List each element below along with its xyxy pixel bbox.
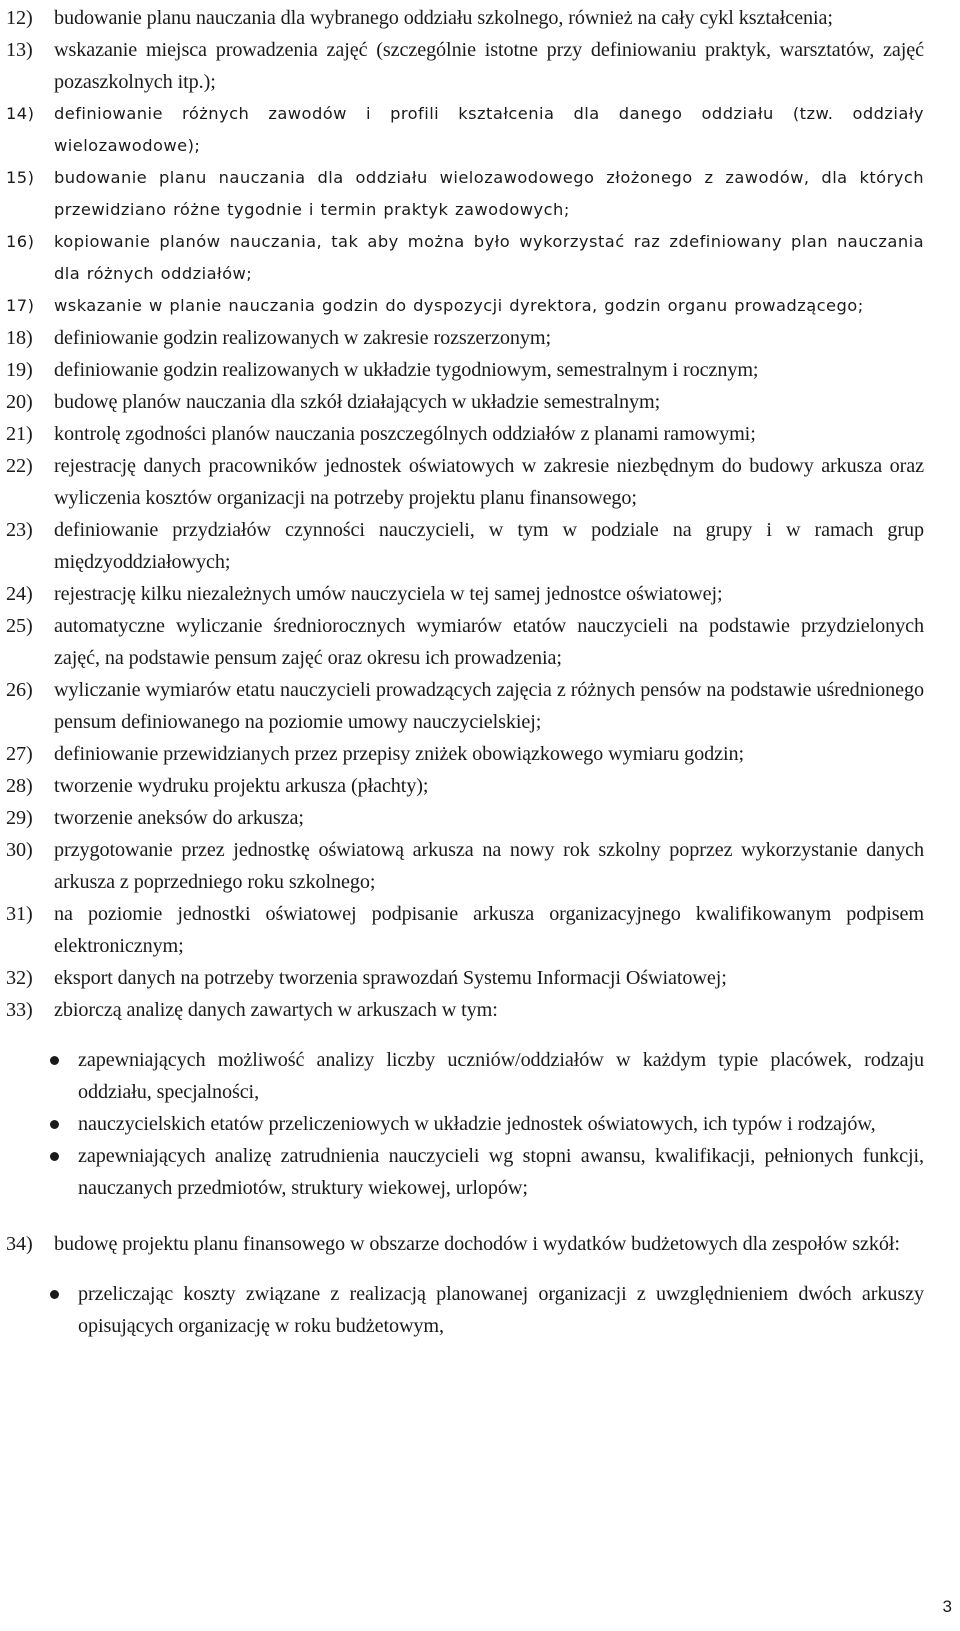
item-text: wskazanie w planie nauczania godzin do dyspozycji dyrektora, godzin organu prowadzącego; <box>54 296 864 315</box>
list-item <box>6 514 924 578</box>
item-text: definiowanie różnych zawodów i profili kształcenia dla danego oddziału (tzw. oddziały wielozawodowe); <box>54 104 924 155</box>
list-item <box>6 802 924 834</box>
item-number: 16) <box>6 232 35 251</box>
item-number: 20) <box>6 391 33 413</box>
list-item <box>6 898 924 962</box>
bullet-dot-icon <box>50 1056 59 1065</box>
item-number: 13) <box>6 39 33 61</box>
list-item <box>6 994 924 1026</box>
numbered-list <box>6 2 924 1342</box>
item-number: 31) <box>6 903 33 925</box>
item-text: na poziomie jednostki oświatowej podpisanie arkusza organizacyjnego kwalifikowanym podpisem elektronicznym; <box>54 903 924 957</box>
list-item <box>6 418 924 450</box>
page-number: 3 <box>942 1597 952 1616</box>
list-item <box>6 962 924 994</box>
item-number: 28) <box>6 775 33 797</box>
bullet-list <box>6 1044 924 1204</box>
item-number: 29) <box>6 807 33 829</box>
bullet-dot-icon <box>50 1120 59 1129</box>
bullet-text: przeliczając koszty związane z realizacją planowanej organizacji z uwzględnieniem dwóch arkuszy opisujących organizację w roku budżetowym, <box>78 1283 924 1337</box>
item-text: budowę projektu planu finansowego w obszarze dochodów i wydatków budżetowych dla zespołów szkół: <box>54 1233 900 1255</box>
bullet-list <box>6 1278 924 1342</box>
item-text: definiowanie przewidzianych przez przepisy zniżek obowiązkowego wymiaru godzin; <box>54 743 744 765</box>
item-number: 23) <box>6 519 33 541</box>
item-text: definiowanie godzin realizowanych w zakresie rozszerzonym; <box>54 327 551 349</box>
item-text: zbiorczą analizę danych zawartych w arkuszach w tym: <box>54 999 498 1021</box>
list-item <box>6 226 924 290</box>
list-item <box>6 674 924 738</box>
item-text: automatyczne wyliczanie średniorocznych wymiarów etatów nauczycieli na podstawie przydzielonych zajęć, na podstawie pensum zajęć oraz okresu ich prowadzenia; <box>54 615 924 669</box>
bullet-text: nauczycielskich etatów przeliczeniowych w układzie jednostek oświatowych, ich typów i rodzajów, <box>78 1113 876 1135</box>
bullet-item <box>6 1044 924 1108</box>
item-text: wyliczanie wymiarów etatu nauczycieli prowadzących zajęcia z różnych pensów na podstawie uśrednionego pensum definiowanego na poziomie umowy nauczycielskiej; <box>54 679 924 733</box>
list-item <box>6 770 924 802</box>
item-number: 14) <box>6 104 35 123</box>
list-item <box>6 834 924 898</box>
bullet-item <box>6 1278 924 1342</box>
item-text: budowę planów nauczania dla szkół działających w układzie semestralnym; <box>54 391 661 413</box>
list-item <box>6 34 924 98</box>
item-number: 24) <box>6 583 33 605</box>
item-text: definiowanie przydziałów czynności nauczycieli, w tym w podziale na grupy i w ramach grup międzyoddziałowych; <box>54 519 924 573</box>
list-item <box>6 98 924 162</box>
item-text: budowanie planu nauczania dla wybranego oddziału szkolnego, również na cały cykl kształcenia; <box>54 7 833 29</box>
list-item <box>6 386 924 418</box>
item-text: kontrolę zgodności planów nauczania poszczególnych oddziałów z planami ramowymi; <box>54 423 756 445</box>
item-text: tworzenie wydruku projektu arkusza (płachty); <box>54 775 429 797</box>
bullet-text: zapewniających analizę zatrudnienia nauczycieli wg stopni awansu, kwalifikacji, pełnionych funkcji, nauczanych przedmiotów, struktury wiekowej, urlopów; <box>78 1145 924 1199</box>
item-number: 21) <box>6 423 33 445</box>
bullet-dot-icon <box>50 1290 59 1299</box>
item-number: 33) <box>6 999 33 1021</box>
item-text: kopiowanie planów nauczania, tak aby można było wykorzystać raz zdefiniowany plan nauczania dla różnych oddziałów; <box>54 232 924 283</box>
bullet-dot-icon <box>50 1152 59 1161</box>
bullet-item <box>6 1108 924 1140</box>
item-number: 12) <box>6 7 33 29</box>
item-number: 17) <box>6 296 35 315</box>
item-number: 30) <box>6 839 33 861</box>
item-text: rejestrację danych pracowników jednostek oświatowych w zakresie niezbędnym do budowy arkusza oraz wyliczenia kosztów organizacji na potrzeby projektu planu finansowego; <box>54 455 924 509</box>
item-text: eksport danych na potrzeby tworzenia sprawozdań Systemu Informacji Oświatowej; <box>54 967 727 989</box>
item-text: definiowanie godzin realizowanych w układzie tygodniowym, semestralnym i rocznym; <box>54 359 759 381</box>
list-item <box>6 290 924 322</box>
item-number: 15) <box>6 168 35 187</box>
list-item <box>6 1228 924 1260</box>
item-number: 18) <box>6 327 33 349</box>
list-item <box>6 354 924 386</box>
list-item <box>6 738 924 770</box>
item-number: 25) <box>6 615 33 637</box>
list-item <box>6 578 924 610</box>
item-text: rejestrację kilku niezależnych umów nauczyciela w tej samej jednostce oświatowej; <box>54 583 723 605</box>
item-number: 26) <box>6 679 33 701</box>
item-number: 32) <box>6 967 33 989</box>
list-item <box>6 322 924 354</box>
list-item <box>6 162 924 226</box>
bullet-item <box>6 1140 924 1204</box>
item-number: 34) <box>6 1233 33 1255</box>
list-item <box>6 610 924 674</box>
item-text: tworzenie aneksów do arkusza; <box>54 807 304 829</box>
item-text: wskazanie miejsca prowadzenia zajęć (szczególnie istotne przy definiowaniu praktyk, warsztatów, zajęć pozaszkolnych itp.); <box>54 39 924 93</box>
item-number: 27) <box>6 743 33 765</box>
item-number: 22) <box>6 455 33 477</box>
list-item <box>6 450 924 514</box>
item-text: przygotowanie przez jednostkę oświatową arkusza na nowy rok szkolny poprzez wykorzystanie danych arkusza z poprzedniego roku szkolnego; <box>54 839 924 893</box>
item-text: budowanie planu nauczania dla oddziału wielozawodowego złożonego z zawodów, dla których przewidziano różne tygodnie i termin praktyk zawodowych; <box>54 168 924 219</box>
list-item <box>6 2 924 34</box>
item-number: 19) <box>6 359 33 381</box>
bullet-text: zapewniających możliwość analizy liczby uczniów/oddziałów w każdym typie placówek, rodzaju oddziału, specjalności, <box>78 1049 924 1103</box>
